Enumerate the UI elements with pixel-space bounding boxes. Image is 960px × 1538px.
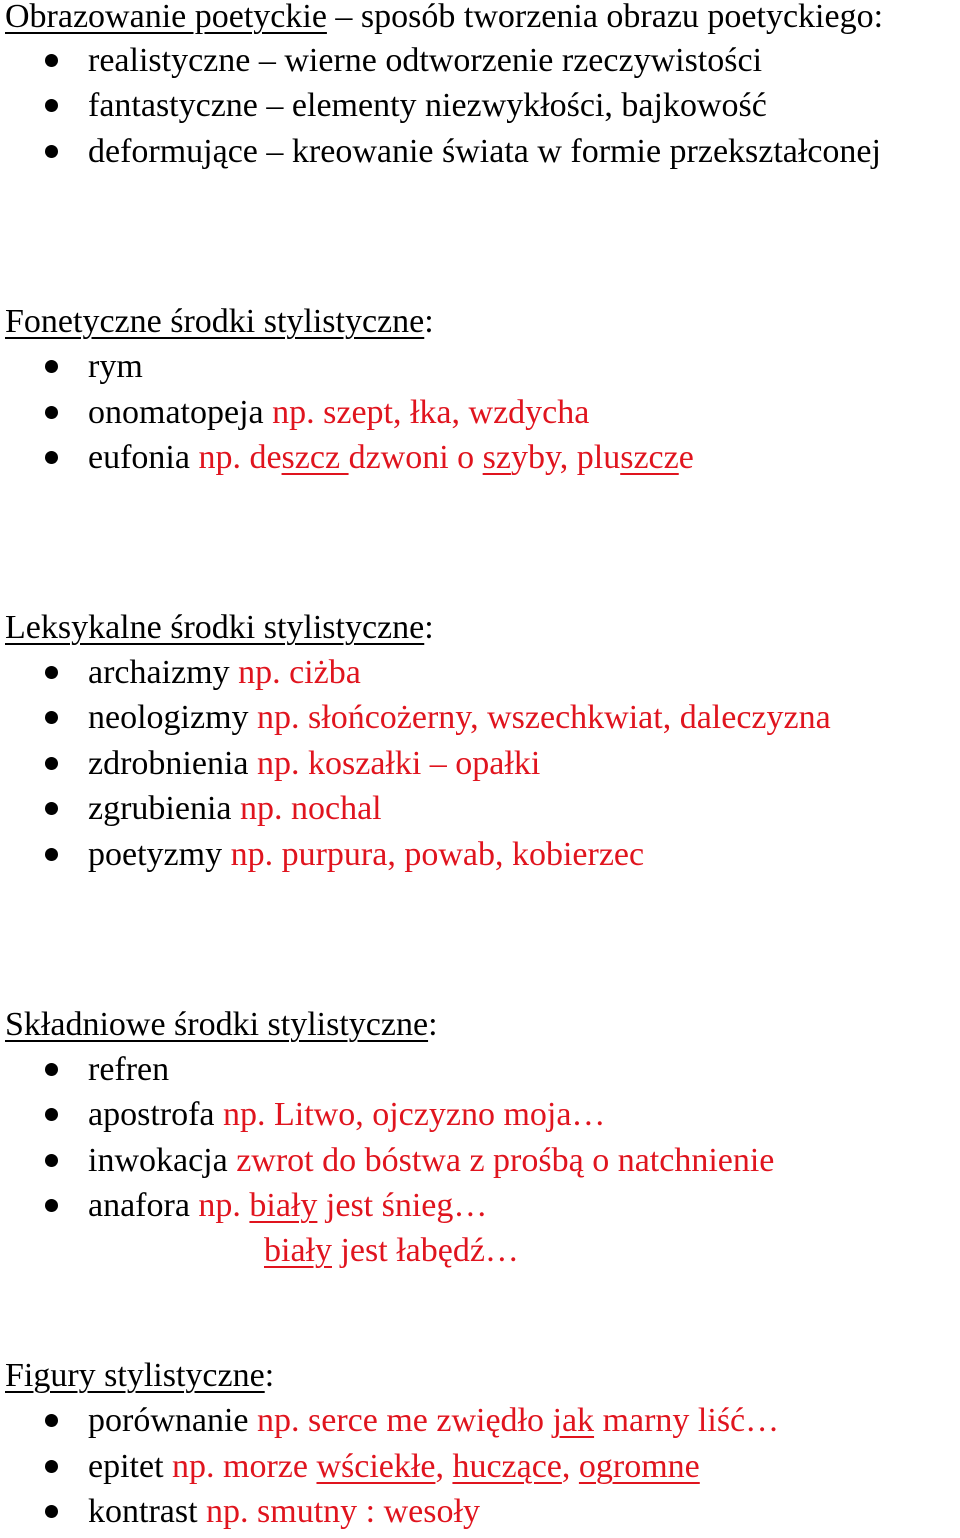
bullet-icon: [45, 451, 58, 464]
bullet-icon: [45, 1108, 58, 1121]
section-heading-figury: Figury stylistyczne:: [5, 1357, 275, 1394]
bullet-icon: [45, 666, 58, 679]
bullet-icon: [45, 1154, 58, 1167]
section-heading-leksykalne: Leksykalne środki stylistyczne:: [5, 609, 434, 646]
section-heading-fonetyczne: Fonetyczne środki stylistyczne:: [5, 303, 434, 340]
section-heading-obrazowanie: Obrazowanie poetyckie – sposób tworzenia obrazu poetyckiego:: [5, 0, 884, 35]
bullet-icon: [45, 802, 58, 815]
bullet-icon: [45, 711, 58, 724]
bullet-icon: [45, 1460, 58, 1473]
bullet-icon: [45, 1505, 58, 1518]
bullet-icon: [45, 99, 58, 112]
bullet-icon: [45, 848, 58, 861]
bullet-icon: [45, 360, 58, 373]
bullet-icon: [45, 757, 58, 770]
bullet-icon: [45, 1063, 58, 1076]
section-heading-skladniowe: Składniowe środki stylistyczne:: [5, 1006, 438, 1043]
bullet-icon: [45, 406, 58, 419]
bullet-icon: [45, 1414, 58, 1427]
bullet-icon: [45, 1199, 58, 1212]
bullet-icon: [45, 145, 58, 158]
bullet-icon: [45, 54, 58, 67]
